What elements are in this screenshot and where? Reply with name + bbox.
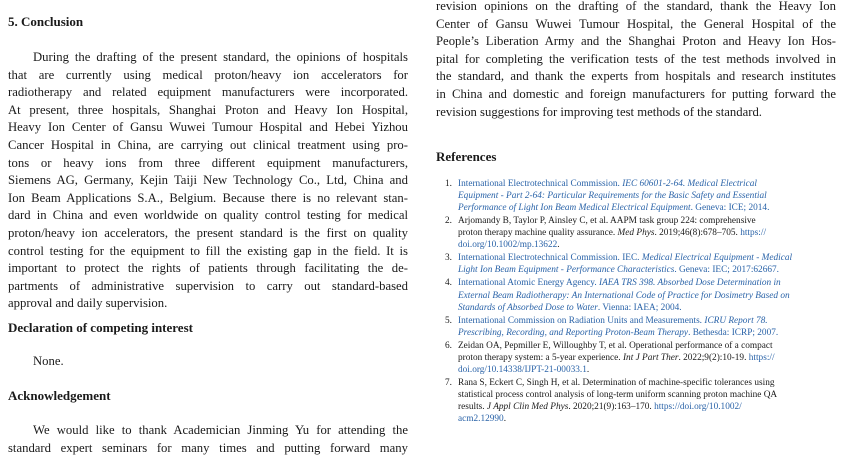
competing-interest-text: None. bbox=[33, 354, 64, 368]
doi-link[interactable]: doi.org/10.1002/mp.13622 bbox=[458, 240, 558, 251]
text-line: in China and domestic and foreign manufacturers for putting forward the bbox=[436, 86, 836, 101]
text-line: approval and daily supervision. bbox=[8, 296, 168, 311]
reference-number: 1. bbox=[445, 179, 452, 189]
text-line: important to protect the rights of patients through facilitating the de- bbox=[8, 261, 408, 276]
reference-text: . Bethesda: ICRP; 2007. bbox=[688, 327, 779, 338]
reference-item bbox=[436, 178, 836, 214]
text-line: revision opinions on the drafting of the standard, thank the Heavy Ion bbox=[436, 0, 836, 13]
reference-text: . bbox=[586, 364, 590, 375]
reference-text: statistical process control analysis of long-term uniform scanning proton machine QA bbox=[458, 389, 778, 400]
reference-text: ICRU Report 78. bbox=[704, 315, 768, 326]
text-line: revision suggestions for improving test methods of the standard. bbox=[436, 104, 762, 119]
reference-text: International Commission on Radiation Units and Measurements. bbox=[458, 315, 705, 326]
doi-link[interactable]: doi.org/10.14338/IJPT-21-00033.1 bbox=[458, 364, 587, 375]
references-heading: References bbox=[436, 149, 497, 164]
reference-number: 6. bbox=[445, 340, 452, 351]
reference-text: . bbox=[503, 414, 507, 425]
text-line: Cancer Hospital in China, are carrying out clinical treatment using pro- bbox=[8, 137, 408, 152]
text-line: We would like to thank Academician Jinming Yu for attending the bbox=[33, 423, 408, 437]
reference-item bbox=[436, 252, 836, 276]
reference-list bbox=[436, 178, 836, 426]
reference-text: . 2020;21(9):163–170. bbox=[568, 402, 655, 413]
text-line: the standard, and thank the experts from hospitals and research institutes bbox=[436, 69, 836, 84]
reference-text: Equipment - Part 2-64: Particular Requirements for the Basic Safety and Essential bbox=[458, 191, 767, 202]
reference-text: J Appl Clin Med Phys bbox=[486, 402, 569, 413]
text-line: partments of administrative supervision to carry out standard-based bbox=[8, 278, 408, 293]
reference-line bbox=[458, 290, 836, 302]
reference-text: Zeidan OA, Pepmiller E, Willoughby T, et al. Operational performance of a compact bbox=[458, 340, 773, 351]
reference-text: . Vienna: IAEA; 2004. bbox=[597, 302, 682, 313]
reference-line bbox=[458, 302, 836, 314]
reference-text: International Electrotechnical Commission. IEC. bbox=[458, 253, 642, 264]
reference-text: IAEA TRS 398. Absorbed Dose Determination in bbox=[598, 278, 781, 289]
reference-line bbox=[458, 215, 836, 227]
acknowledgement-continued bbox=[436, 0, 836, 121]
reference-line bbox=[458, 327, 836, 339]
reference-line bbox=[458, 277, 836, 289]
text-line: dard in China and even worldwide on quality control testing for medical bbox=[8, 208, 408, 223]
reference-line bbox=[458, 178, 836, 190]
reference-number: 5. bbox=[445, 315, 452, 326]
reference-item bbox=[436, 340, 836, 376]
acknowledgement-paragraph bbox=[8, 422, 408, 457]
doi-link[interactable]: https:// bbox=[740, 228, 767, 239]
reference-text: IEC 60601-2-64. Medical Electrical bbox=[622, 179, 757, 189]
reference-line bbox=[458, 252, 836, 264]
text-line: People’s Liberation Army and the Shanghai Proton and Heavy Ion Hos- bbox=[436, 34, 836, 49]
text-line: proton/heavy ion accelerators, the present standard is the first on quality bbox=[8, 225, 408, 240]
reference-line bbox=[458, 190, 836, 202]
reference-text: Light Ion Beam Equipment - Performance Characteristics bbox=[458, 265, 675, 276]
reference-line bbox=[458, 413, 836, 425]
reference-text: External Beam Radiotherapy: An International Code of Practice for Dosimetry Based on bbox=[458, 290, 790, 301]
text-line: control testing for the equipment to fill the existing gap in the field. It is bbox=[8, 243, 408, 258]
reference-text: International Electrotechnical Commission. bbox=[458, 179, 623, 189]
text-line: pital for completing the verification tests of the test methods involved in bbox=[436, 51, 836, 66]
reference-text: Arjomandy B, Taylor P, Ainsley C, et al. AAPM task group 224: comprehensive bbox=[458, 216, 756, 227]
reference-text: Int J Part Ther bbox=[622, 352, 679, 363]
reference-number: 4. bbox=[445, 278, 452, 289]
reference-number: 3. bbox=[445, 253, 452, 264]
reference-item bbox=[436, 377, 836, 425]
reference-text: proton therapy system: a 5-year experience. bbox=[458, 352, 623, 363]
reference-text: Medical Electrical Equipment - Medical bbox=[641, 253, 793, 264]
reference-text: Rana S, Eckert C, Singh H, et al. Determination of machine-specific tolerances using bbox=[458, 377, 775, 388]
reference-number: 7. bbox=[445, 377, 452, 388]
reference-text: . 2019;46(8):678–705. bbox=[654, 228, 741, 239]
text-line: At present, three hospitals, Shanghai Proton and Heavy Ion Hospital, bbox=[8, 102, 408, 117]
reference-line bbox=[458, 227, 836, 239]
text-line: Ion Beam Applications S.A., Belgium. Because there is no relevant stan- bbox=[8, 190, 408, 205]
reference-text: . bbox=[557, 240, 560, 251]
reference-text: Med Phys bbox=[617, 228, 655, 239]
reference-item bbox=[436, 315, 836, 339]
doi-link[interactable]: acm2.12990 bbox=[458, 414, 504, 425]
doi-link[interactable]: https:// bbox=[748, 352, 775, 363]
doi-link[interactable]: https://doi.org/10.1002/ bbox=[654, 402, 742, 413]
text-line: Heavy Ion Center of Gansu Wuwei Tumour Hospital and Hebei Yizhou bbox=[8, 120, 408, 135]
reference-line bbox=[458, 352, 836, 364]
text-line: radiotherapy and related equipment manufacturers were incorporated. bbox=[8, 85, 408, 100]
reference-line bbox=[458, 264, 836, 276]
reference-text: Standards of Absorbed Dose to Water bbox=[458, 302, 598, 313]
text-line: that are currently using medical proton/heavy ion accelerators for bbox=[8, 67, 408, 82]
reference-line bbox=[458, 239, 836, 251]
reference-text: . 2022;9(2):10-19. bbox=[678, 352, 749, 363]
reference-text: proton therapy machine quality assurance. bbox=[458, 228, 618, 239]
text-line: During the drafting of the present standard, the opinions of hospitals bbox=[33, 50, 408, 64]
text-line: Center of Gansu Wuwei Tumour Hospital, the General Hospital of the bbox=[436, 16, 836, 31]
reference-text: . Geneva: ICE; 2014. bbox=[690, 203, 770, 214]
reference-number: 2. bbox=[445, 216, 452, 227]
reference-line bbox=[458, 377, 836, 389]
acknowledgement-heading: Acknowledgement bbox=[8, 388, 111, 403]
reference-text: . Geneva: IEC; 2017:62667. bbox=[674, 265, 779, 276]
reference-line bbox=[458, 315, 836, 327]
reference-text: International Atomic Energy Agency. bbox=[458, 278, 599, 289]
reference-item bbox=[436, 277, 836, 313]
conclusion-paragraph bbox=[8, 49, 408, 313]
text-line: Siemens AG, Germany, Kejin Taiji New Technology Co., Ltd, China and bbox=[8, 173, 408, 188]
text-line: standard expert seminars for many times and putting forward many bbox=[8, 440, 408, 455]
reference-item bbox=[436, 215, 836, 251]
conclusion-heading: 5. Conclusion bbox=[8, 14, 84, 29]
reference-line bbox=[458, 202, 836, 214]
reference-text: results. bbox=[458, 402, 487, 413]
text-line: tons or heavy ions from three different equipment manufacturers, bbox=[8, 155, 408, 170]
reference-line bbox=[458, 340, 836, 352]
competing-interest-heading: Declaration of competing interest bbox=[8, 320, 193, 335]
reference-line bbox=[458, 389, 836, 401]
reference-text: Prescribing, Recording, and Reporting Proton-Beam Therapy bbox=[458, 327, 689, 338]
reference-text: Performance of Light Ion Beam Medical Electrical Equipment bbox=[458, 203, 691, 214]
reference-line bbox=[458, 401, 836, 413]
reference-line bbox=[458, 364, 836, 376]
